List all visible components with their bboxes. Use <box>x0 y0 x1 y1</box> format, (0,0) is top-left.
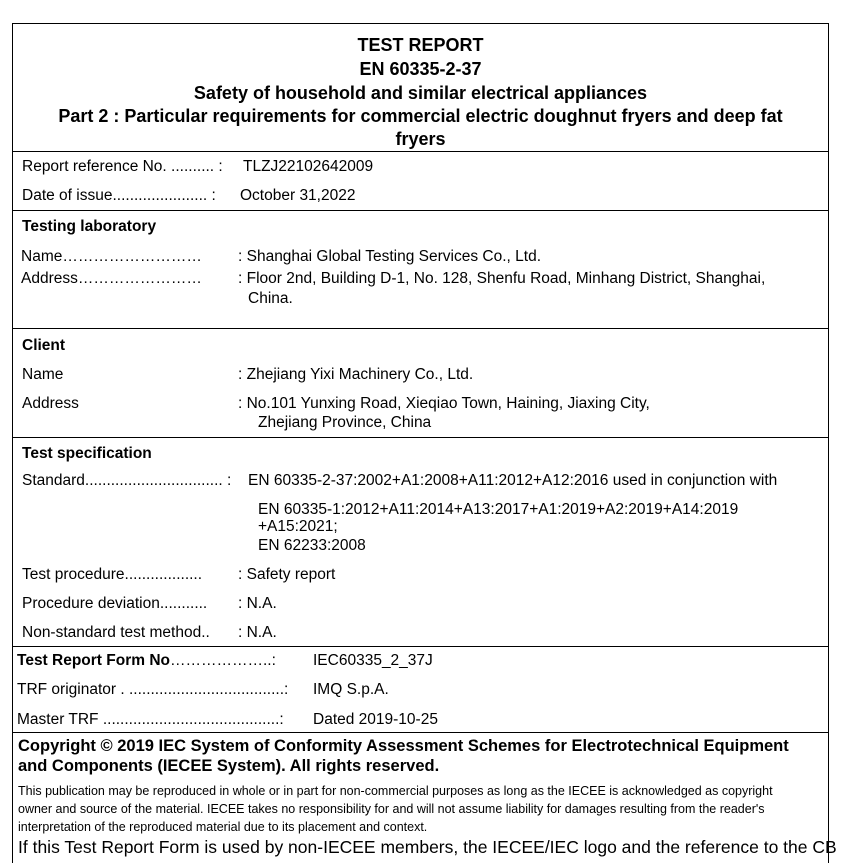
lab-heading: Testing laboratory <box>22 218 157 235</box>
standard-title: EN 60335-2-37 <box>359 59 482 79</box>
divider <box>12 151 829 152</box>
trf-form-label-dots: ………………..: <box>170 652 276 669</box>
deviation-value: : N.A. <box>238 595 277 612</box>
trf-form-value: IEC60335_2_37J <box>313 652 433 669</box>
master-trf-value: Dated 2019-10-25 <box>313 711 438 728</box>
spec-heading: Test specification <box>22 445 152 462</box>
date-value: October 31,2022 <box>240 187 356 204</box>
report-ref-label: Report reference No. .......... : <box>22 158 223 175</box>
trf-originator-label: TRF originator . ....................................: <box>17 681 289 698</box>
copyright-para-1: This publication may be reproduced in whole or in part for non-commercial purposes as long as the IECEE is acknowledged as copyright <box>18 784 773 798</box>
lab-address-label: Address…………………… <box>21 270 202 287</box>
trf-originator-value: IMQ S.p.A. <box>313 681 389 698</box>
client-address-value-cont: Zhejiang Province, China <box>258 414 432 431</box>
scope-title: Safety of household and similar electrical appliances <box>193 83 648 103</box>
standard-value: EN 60335-2-37:2002+A1:2008+A11:2012+A12:2016 used in conjunction with <box>248 472 778 489</box>
client-name-label: Name <box>22 366 64 383</box>
standard-label: Standard................................ : <box>22 472 232 489</box>
part-title: Part 2 : Particular requirements for commercial electric doughnut fryers and deep fat <box>58 106 783 126</box>
trf-form-label-bold: Test Report Form No <box>17 652 170 669</box>
report-ref-value: TLZJ22102642009 <box>243 158 374 175</box>
copyright-last-line: If this Test Report Form is used by non-IECEE members, the IECEE/IEC logo and the reference to the CB <box>18 837 837 857</box>
client-name-value: : Zhejiang Yixi Machinery Co., Ltd. <box>238 366 474 383</box>
lab-address-value-cont: China. <box>248 290 293 307</box>
trf-box-edge <box>828 646 829 732</box>
copyright-line-2: and Components (IECEE System). All rights reserved. <box>18 757 440 775</box>
nonstd-value: : N.A. <box>238 624 277 641</box>
divider <box>12 328 829 329</box>
standard-cont-1: EN 60335-1:2012+A11:2014+A13:2017+A1:2019+A2:2019+A14:2019 <box>258 501 739 518</box>
standard-cont-2: +A15:2021; <box>258 518 338 535</box>
client-address-value: : No.101 Yunxing Road, Xieqiao Town, Haining, Jiaxing City, <box>238 395 650 412</box>
divider <box>12 437 829 438</box>
copyright-para-3: interpretation of the reproduced material due to its placement and context. <box>18 820 428 834</box>
procedure-label: Test procedure.................. <box>22 566 203 583</box>
divider <box>12 646 829 647</box>
lab-address-value: : Floor 2nd, Building D-1, No. 128, Shenfu Road, Minhang District, Shanghai, <box>238 270 766 287</box>
standard-cont-3: EN 62233:2008 <box>258 537 366 554</box>
part-title-cont: fryers <box>395 129 446 149</box>
lab-name-label: Name……………………… <box>21 248 202 265</box>
divider <box>12 732 829 733</box>
report-title: TEST REPORT <box>357 35 484 55</box>
deviation-label: Procedure deviation........... <box>22 595 208 612</box>
client-heading: Client <box>22 337 66 354</box>
lab-name-value: : Shanghai Global Testing Services Co., Ltd. <box>238 248 541 265</box>
master-trf-label: Master TRF .........................................: <box>17 711 284 728</box>
client-address-label: Address <box>22 395 79 412</box>
nonstd-label: Non-standard test method.. <box>22 624 210 641</box>
copyright-line-1: Copyright © 2019 IEC System of Conformity Assessment Schemes for Electrotechnical Equipment <box>18 737 789 755</box>
procedure-value: : Safety report <box>238 566 336 583</box>
copyright-para-2: owner and source of the material. IECEE takes no responsibility for and will not assume liability for damages resulting from the reader's <box>18 802 765 816</box>
trf-form-label <box>17 652 276 670</box>
divider <box>12 210 829 211</box>
date-label: Date of issue...................... : <box>22 187 216 204</box>
